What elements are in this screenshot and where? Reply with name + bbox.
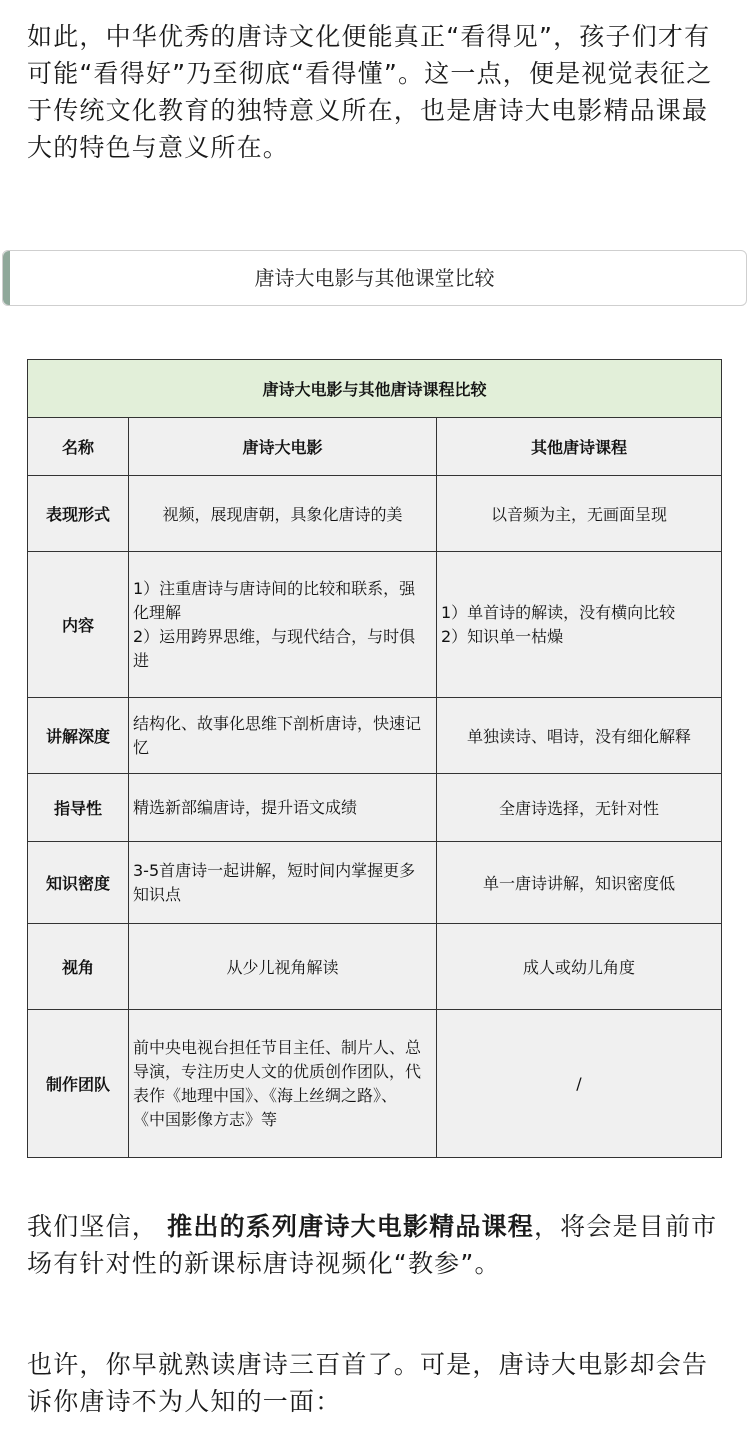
row-name: 表现形式 <box>28 476 129 552</box>
cell-line: 《中国影像方志》等 <box>133 1109 278 1129</box>
row-movie-cell <box>129 476 437 552</box>
cell-line: 化理解 <box>133 602 182 622</box>
cell-line: 从少儿视角解读 <box>226 958 339 977</box>
header-name: 名称 <box>28 418 129 476</box>
table-row <box>28 774 722 842</box>
cell-line: 2）知识单一枯燥 <box>441 626 564 646</box>
row-other-cell <box>437 842 722 924</box>
cell-line: / <box>576 1074 582 1093</box>
cell-line: 全唐诗选择，无针对性 <box>498 799 659 818</box>
table-row <box>28 842 722 924</box>
belief-suffix: ，将会是目前市场有针对性的新课标唐诗视频化“教参”。 <box>27 1212 718 1278</box>
row-movie-cell <box>129 774 437 842</box>
cell-line: 忆 <box>133 737 150 757</box>
cell-line: 导演，专注历史人文的优质创作团队，代 <box>133 1061 422 1081</box>
header-movie: 唐诗大电影 <box>129 418 437 476</box>
cell-line: 前中央电视台担任节目主任、制片人、总 <box>133 1037 422 1057</box>
table-row <box>28 698 722 774</box>
cell-line: 单一唐诗讲解，知识密度低 <box>482 874 675 893</box>
row-other-cell <box>437 774 722 842</box>
comparison-table <box>27 359 722 1158</box>
cell-line: 2）运用跨界思维，与现代结合，与时俱 <box>133 626 416 646</box>
row-other-cell <box>437 924 722 1010</box>
cell-line: 精选新部编唐诗，提升语文成绩 <box>133 797 358 817</box>
row-other-cell <box>437 552 722 698</box>
cell-line: 表作《地理中国》、《海上丝绸之路》、 <box>133 1085 398 1105</box>
row-movie-cell <box>129 842 437 924</box>
row-other-cell <box>437 698 722 774</box>
cell-line: 视频，展现唐朝，具象化唐诗的美 <box>162 505 403 524</box>
row-movie-cell <box>129 552 437 698</box>
table-title: 唐诗大电影与其他唐诗课程比较 <box>28 360 722 418</box>
row-movie-cell <box>129 1010 437 1158</box>
cell-line: 1）注重唐诗与唐诗间的比较和联系，强 <box>133 578 416 598</box>
row-name: 知识密度 <box>28 842 129 924</box>
row-name: 制作团队 <box>28 1010 129 1158</box>
cell-line: 单独读诗、唱诗，没有细化解释 <box>466 727 691 746</box>
row-name: 视角 <box>28 924 129 1010</box>
cell-line: 1）单首诗的解读，没有横向比较 <box>441 602 676 622</box>
table-caption-box <box>2 250 747 306</box>
belief-emphasis: 推出的系列唐诗大电影精品课程 <box>167 1212 534 1241</box>
cell-line: 知识点 <box>133 884 182 904</box>
closing-paragraph: 也许，你早就熟读唐诗三百首了。可是，唐诗大电影却会告诉你唐诗不为人知的一面： <box>27 1350 709 1416</box>
row-other-cell <box>437 1010 722 1158</box>
cell-line: 结构化、故事化思维下剖析唐诗，快速记 <box>133 713 422 733</box>
table-row <box>28 476 722 552</box>
cell-line: 成人或幼儿角度 <box>522 958 635 977</box>
table-caption: 唐诗大电影与其他课堂比较 <box>254 266 495 290</box>
table-row <box>28 552 722 698</box>
header-other: 其他唐诗课程 <box>437 418 722 476</box>
belief-paragraph <box>27 1208 727 1282</box>
row-name: 讲解深度 <box>28 698 129 774</box>
cell-line: 以音频为主，无画面呈现 <box>490 505 667 524</box>
belief-prefix: 我们坚信， <box>27 1212 159 1241</box>
intro-paragraph: 如此，中华优秀的唐诗文化便能真正“看得见”，孩子们才有可能“看得好”乃至彻底“看得懂”。这一点，便是视觉表征之于传统文化教育的独特意义所在，也是唐诗大电影精品课最大的特色与意义所在。 <box>27 22 713 162</box>
row-movie-cell <box>129 924 437 1010</box>
row-movie-cell <box>129 698 437 774</box>
table-row <box>28 924 722 1010</box>
cell-line: 3-5首唐诗一起讲解，短时间内掌握更多 <box>133 860 416 880</box>
row-name: 内容 <box>28 552 129 698</box>
row-name: 指导性 <box>28 774 129 842</box>
row-other-cell <box>437 476 722 552</box>
table-row <box>28 1010 722 1158</box>
cell-line: 进 <box>133 650 150 670</box>
